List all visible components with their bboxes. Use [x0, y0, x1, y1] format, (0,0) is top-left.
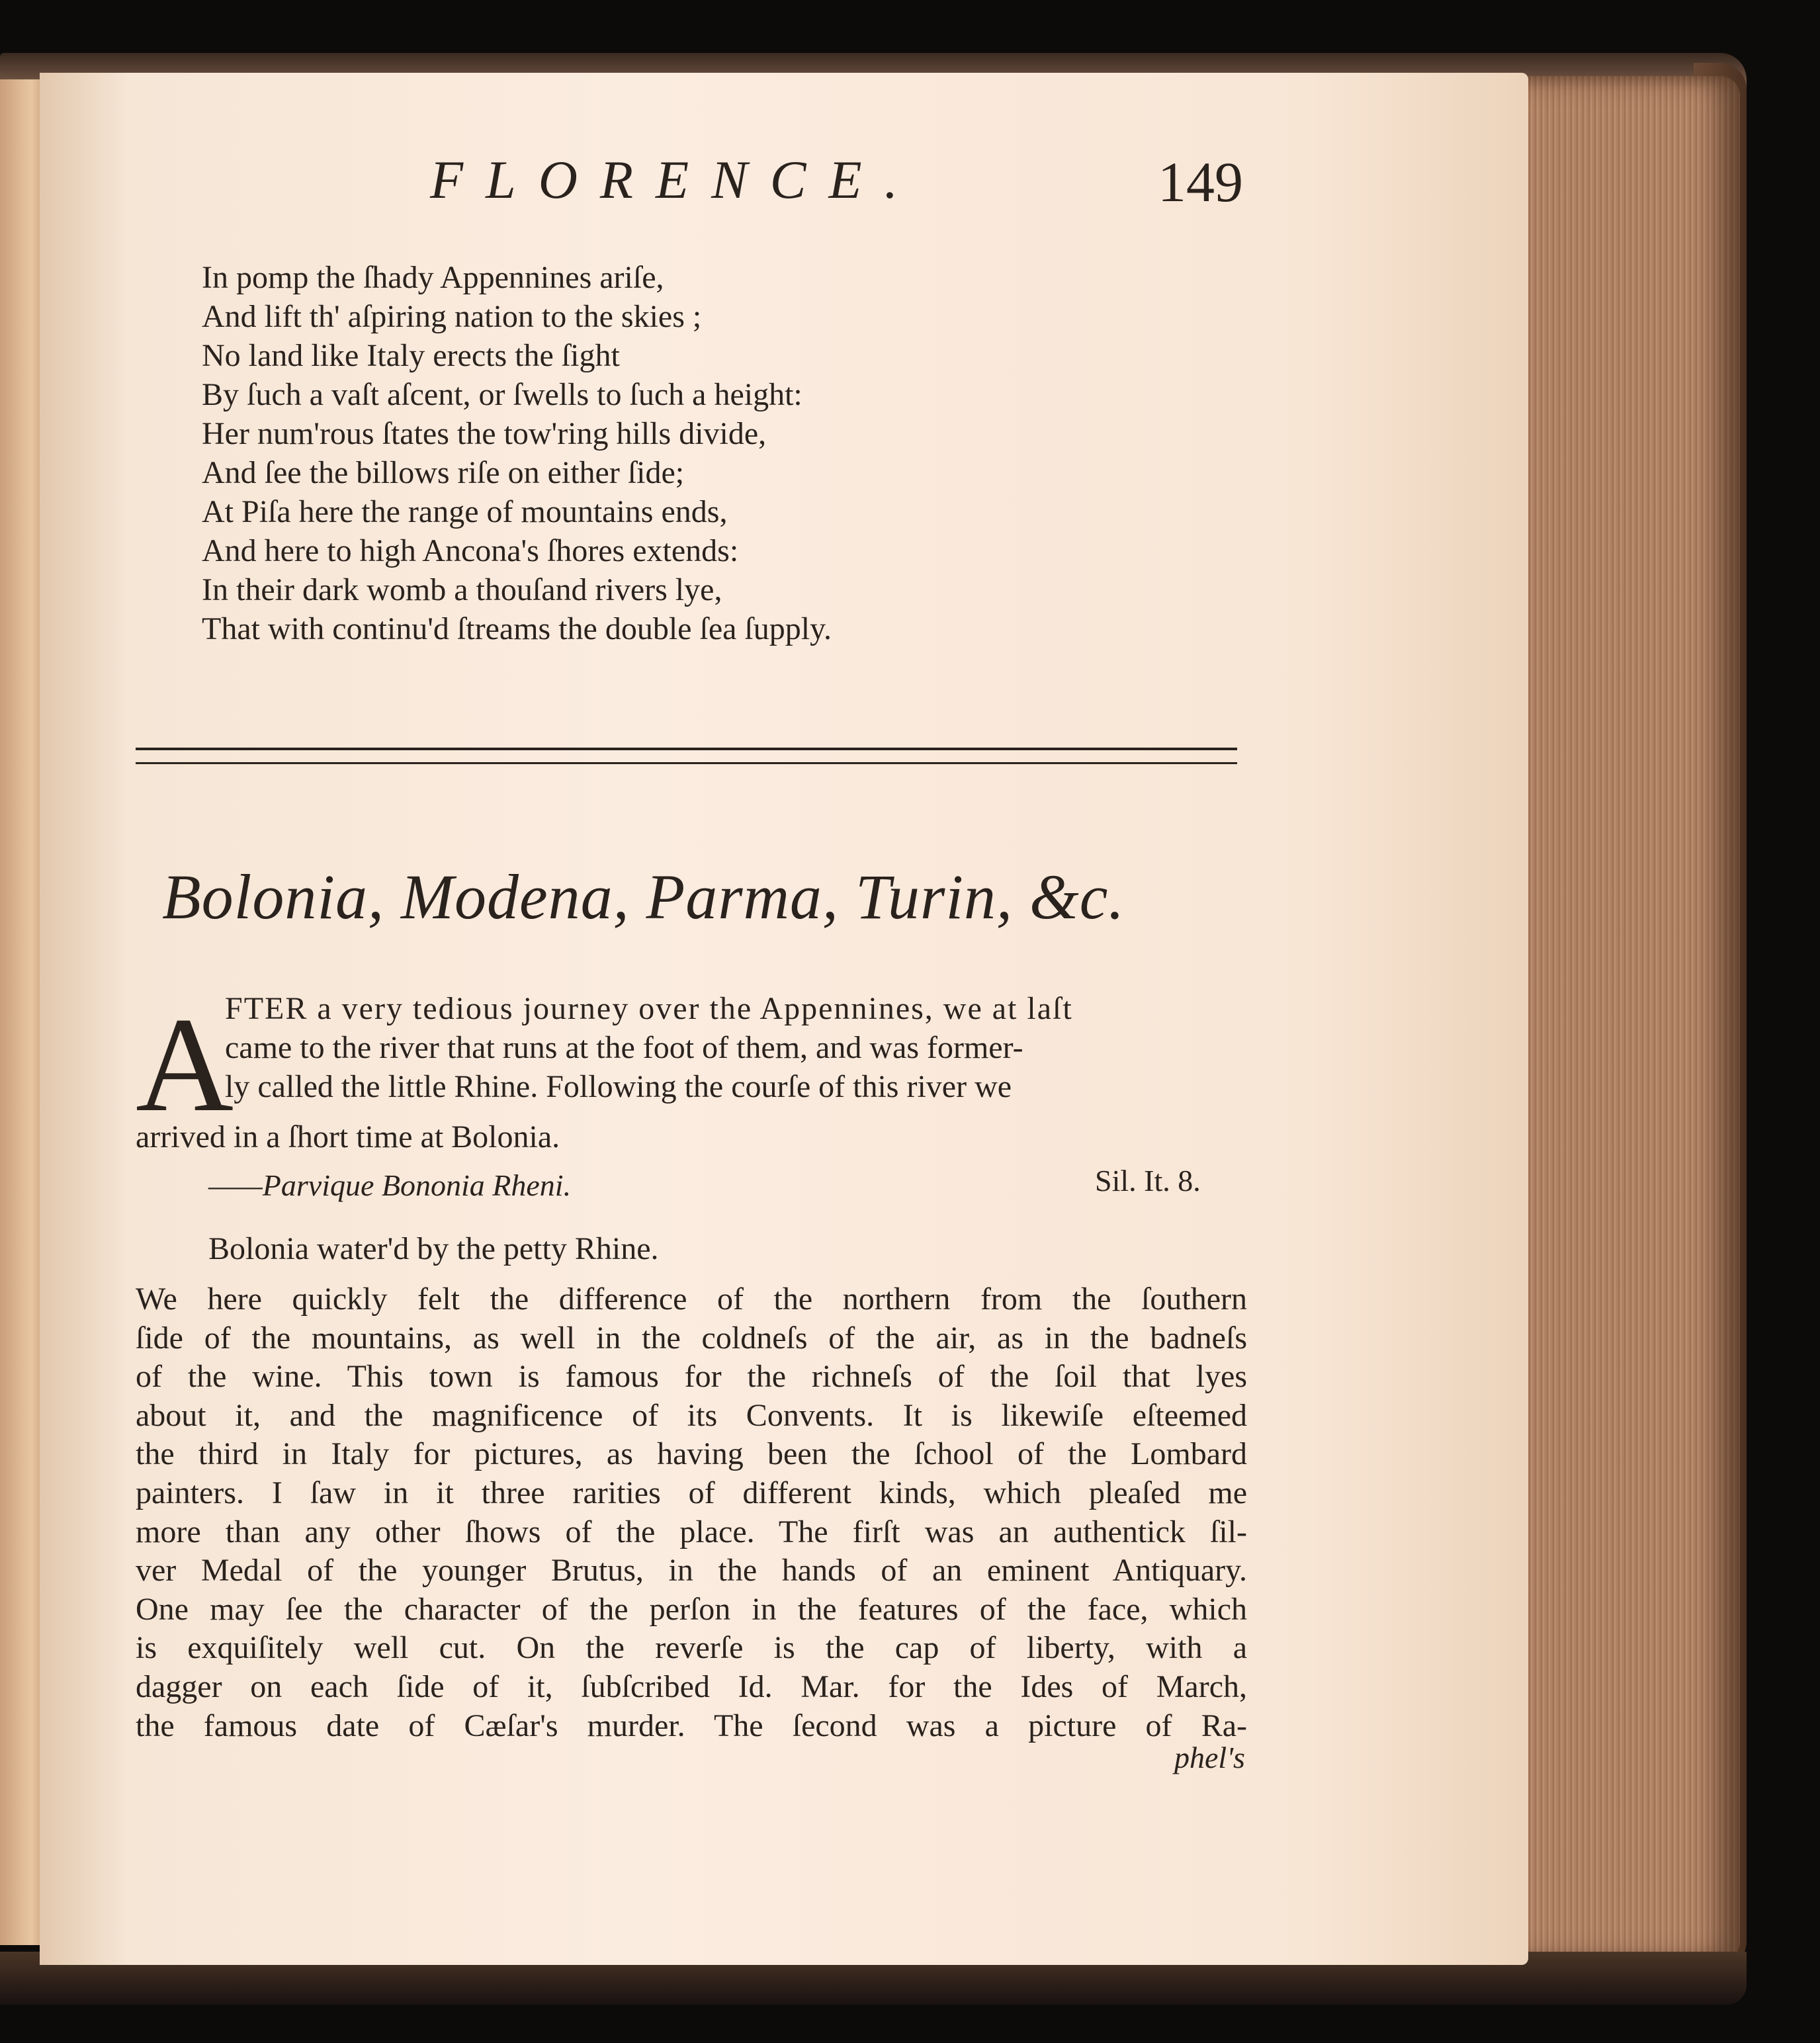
- intro-line: FTER a very tedious journey over the Appennines, we at laſt: [225, 991, 1073, 1026]
- intro-line: came to the river that runs at the foot of them, and was former-: [225, 1030, 1023, 1065]
- body-line: the famous date of Cæſar's murder. The ſecond was a picture of Ra-: [136, 1708, 1247, 1743]
- verse-line: That with continu'd ſtreams the double ſea ſupply.: [202, 611, 832, 646]
- section-rule-thin: [136, 762, 1237, 764]
- verse-line: In pomp the ſhady Appennines ariſe,: [202, 260, 664, 295]
- body-line: painters. I ſaw in it three rarities of different kinds, which pleaſed me: [136, 1475, 1247, 1510]
- verse-line: No land like Italy erects the ſight: [202, 338, 620, 373]
- body-line: We here quickly felt the difference of the northern from the ſouthern: [136, 1282, 1247, 1317]
- page-number: 149: [1158, 150, 1243, 214]
- body-line: is exquiſitely well cut. On the reverſe is the cap of liberty, with a: [136, 1630, 1247, 1666]
- intro-line: ly called the little Rhine. Following the courſe of this river we: [225, 1069, 1012, 1104]
- intro-paragraph: [225, 989, 1244, 1106]
- verse-line: And here to high Ancona's ſhores extends:: [202, 533, 739, 568]
- verse-line: By ſuch a vaſt aſcent, or ſwells to ſuch a height:: [202, 377, 802, 412]
- section-title: Bolonia, Modena, Parma, Turin, &c.: [162, 861, 1125, 932]
- verse-line: Her num'rous ſtates the tow'ring hills divide,: [202, 416, 767, 451]
- body-paragraph: [136, 1280, 1247, 1745]
- quote-translation: Bolonia water'd by the petty Rhine.: [208, 1231, 659, 1266]
- body-line: more than any other ſhows of the place. The firſt was an authentick ſil-: [136, 1514, 1247, 1549]
- body-line: One may ſee the character of the perſon in the features of the face, which: [136, 1591, 1247, 1627]
- verse-line: In their dark womb a thouſand rivers lye,: [202, 572, 722, 607]
- body-line: ver Medal of the younger Brutus, in the hands of an eminent Antiquary.: [136, 1553, 1247, 1588]
- drop-cap: A: [136, 990, 234, 1140]
- body-line: dagger on each ſide of it, ſubſcribed Id. Mar. for the Ides of March,: [136, 1669, 1247, 1704]
- page-fore-edge: [1492, 76, 1740, 1962]
- body-line: of the wine. This town is famous for the richneſs of the ſoil that lyes: [136, 1359, 1247, 1395]
- body-line: about it, and the magnificence of its Convents. It is likewiſe eſteemed: [136, 1397, 1247, 1433]
- intro-tail-line: arrived in a ſhort time at Bolonia.: [136, 1119, 560, 1154]
- body-line: ſide of the mountains, as well in the coldneſs of the air, as in the badneſs: [136, 1320, 1247, 1356]
- latin-quote: ——Parvique Bononia Rheni.: [208, 1168, 572, 1202]
- section-rule-thick: [136, 748, 1237, 750]
- verse-line: And lift th' aſpiring nation to the skies ;: [202, 299, 702, 334]
- quote-reference: Sil. It. 8.: [1095, 1164, 1201, 1197]
- running-head: FLORENCE.: [430, 150, 921, 210]
- body-line: the third in Italy for pictures, as having been the ſchool of the Lombard: [136, 1436, 1247, 1472]
- verse-line: At Piſa here the range of mountains ends,: [202, 494, 728, 529]
- verse-line: And ſee the billows riſe on either ſide;: [202, 455, 685, 490]
- verse-block: [202, 258, 832, 648]
- catchword: phel's: [1174, 1741, 1245, 1774]
